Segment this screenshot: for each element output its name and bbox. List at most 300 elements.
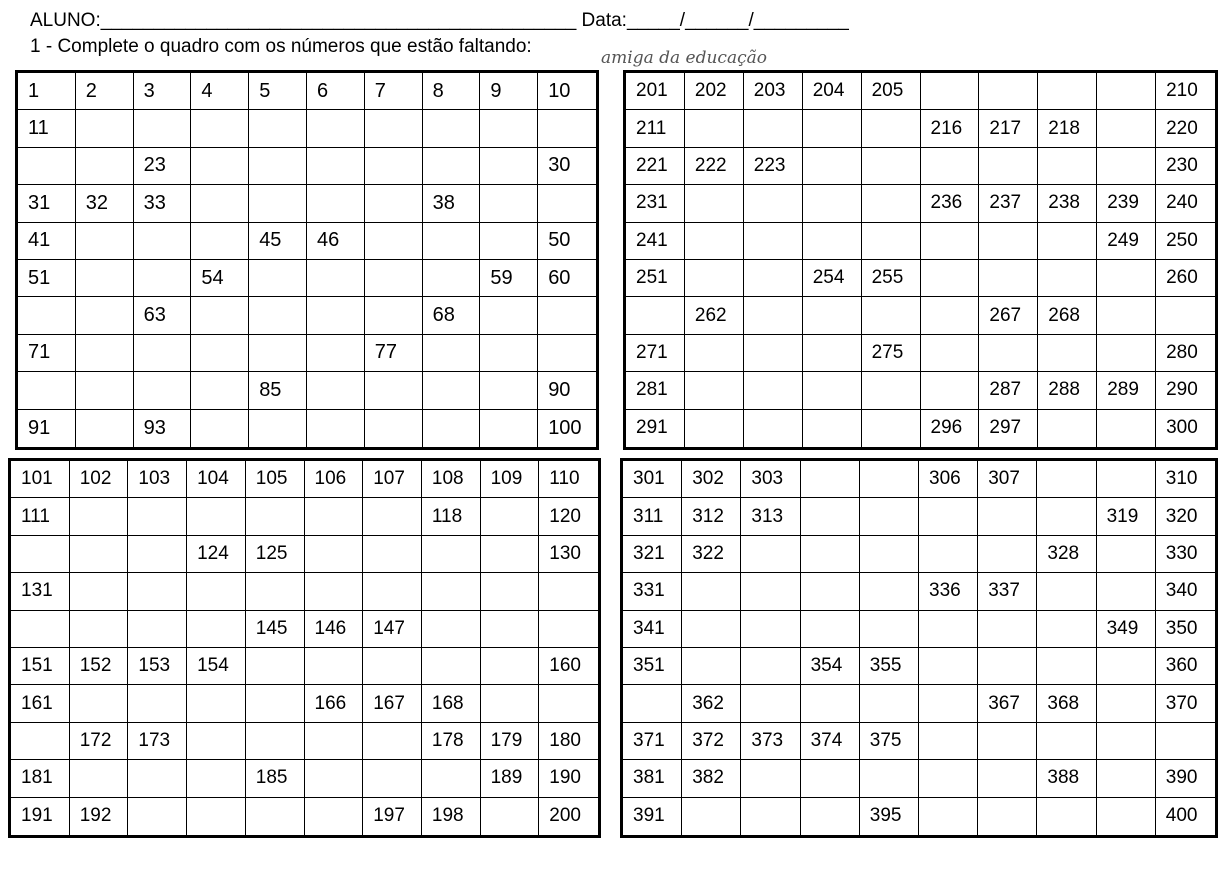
grid-cell-blank [860,498,919,535]
grid-cell-blank [803,148,862,185]
grid-cell-blank [979,260,1038,297]
grid-cell-blank [423,335,481,372]
grid-cell-blank [1037,648,1096,685]
grid-cell: 167 [363,685,422,722]
grid-cell: 90 [538,372,596,409]
grid-cell-blank [422,648,481,685]
grid-cell: 5 [249,73,307,110]
grid-cell-blank [801,461,860,498]
grid-cell-blank [1097,760,1156,797]
grid-cell-blank [685,223,744,260]
grid-cell-blank [1037,498,1096,535]
grid-cell: 251 [626,260,685,297]
grid-cell-blank [187,760,246,797]
grid-cell-blank [801,685,860,722]
grid-cell-blank [480,148,538,185]
grid-cell: 168 [422,685,481,722]
grid-cell-blank [682,798,741,835]
grid-cell: 289 [1097,372,1156,409]
grid-cell: 211 [626,110,685,147]
grid-cell-blank [741,648,800,685]
grid-cell: 181 [11,760,70,797]
grid-cell: 290 [1156,372,1215,409]
grid-cell-blank [307,297,365,334]
grid-cell-blank [365,260,423,297]
grid-cell-blank [1097,685,1156,722]
grid-cell-blank [191,410,249,447]
grid-cell-blank [978,536,1037,573]
grid-cell: 249 [1097,223,1156,260]
grid-cell-blank [249,297,307,334]
grid-cell-blank [978,498,1037,535]
grid-cell: 185 [246,760,305,797]
grid-cell-blank [1038,335,1097,372]
grid-cell: 390 [1156,760,1215,797]
grid-cell-blank [744,110,803,147]
grid-cell: 312 [682,498,741,535]
grid-cell: 100 [548,416,582,439]
grid-cell-blank [979,223,1038,260]
grid-cell: 23 [134,148,192,185]
grid-cell-blank [423,410,481,447]
grid-cell-blank [741,536,800,573]
grid-cell-blank [862,297,921,334]
grid-cell-blank [187,723,246,760]
grid-cell: 192 [70,798,129,835]
grid-cell-blank [305,723,364,760]
grid-cell-blank [363,648,422,685]
grid-cell-blank [919,648,978,685]
grid-cell-blank [685,260,744,297]
header-line [30,10,849,32]
grid-cell: 237 [979,185,1038,222]
grid-cell: 230 [1156,148,1215,185]
grid-cell-blank [423,110,481,147]
grid-cell-blank [191,148,249,185]
grid-cell: 125 [246,536,305,573]
grid-cell: 152 [70,648,129,685]
grid-cell-blank [685,410,744,447]
grid-cell: 9 [480,73,538,110]
grid-cell: 302 [682,461,741,498]
grid-cell-blank [538,297,596,334]
grid-cell-blank [128,536,187,573]
grid-cell: 147 [363,611,422,648]
grid-cell-blank [128,685,187,722]
grid-cell-blank [307,185,365,222]
grid-cell-blank [1097,798,1156,835]
grid-cell: 108 [422,461,481,498]
grid-cell: 367 [978,685,1037,722]
grid-cell-blank [860,760,919,797]
grid-cell: 145 [246,611,305,648]
grid-cell: 45 [249,223,307,260]
grid-cell: 307 [978,461,1037,498]
grid-cell: 310 [1156,461,1215,498]
grid-cell: 8 [423,73,481,110]
grid-cell-blank [134,260,192,297]
grid-cell-blank [76,223,134,260]
grid-cell-blank [682,611,741,648]
grid-cell-blank [480,110,538,147]
grid-cell: 46 [307,223,365,260]
grid-cell-blank [803,110,862,147]
grid-cell: 221 [626,148,685,185]
grid-cell-blank [539,611,598,648]
grid-cell: 200 [549,805,581,827]
grid-cell-blank [249,148,307,185]
grid-cell-blank [979,73,1038,110]
grid-cell-blank [134,110,192,147]
grid-cell: 180 [539,723,598,760]
grid-cell-blank [191,372,249,409]
grid-cell-blank [187,611,246,648]
grid-cell-blank [246,685,305,722]
grid-cell-blank [480,410,538,447]
number-grid-201-300 [623,70,1218,450]
grid-cell-blank [803,185,862,222]
grid-cell: 291 [626,410,685,447]
grid-cell: 101 [11,461,70,498]
grid-cell-blank [919,760,978,797]
grid-cell: 63 [134,297,192,334]
grid-cell: 210 [1156,73,1215,110]
grid-cell-blank [1097,297,1156,334]
grid-cell-blank [979,148,1038,185]
grid-cell-blank [539,685,598,722]
number-grid-301-400 [620,458,1218,838]
grid-cell-blank [626,297,685,334]
grid-cell-blank [860,573,919,610]
grid-cell: 222 [685,148,744,185]
grid-cell: 388 [1037,760,1096,797]
grid-cell-blank [128,611,187,648]
grid-cell: 340 [1156,573,1215,610]
student-label: ALUNO: [30,10,101,31]
grid-cell-blank [744,410,803,447]
grid-cell: 198 [422,798,481,835]
grid-cell-blank [249,260,307,297]
grid-cell: 91 [18,410,76,447]
grid-cell: 368 [1037,685,1096,722]
grid-cell-blank [365,297,423,334]
grid-cell: 271 [626,335,685,372]
number-grid-101-200 [8,458,601,838]
grid-cell-blank [1037,461,1096,498]
grid-cell: 296 [921,410,980,447]
grid-cell-blank [860,461,919,498]
grid-cell: 106 [305,461,364,498]
grid-cell-blank [538,110,596,147]
grid-cell-blank [187,798,246,835]
grid-cell-blank [862,410,921,447]
grid-cell-blank [862,148,921,185]
grid-cell-blank [480,223,538,260]
grid-cell-blank [307,372,365,409]
grid-cell: 381 [623,760,682,797]
grid-cell-blank [76,110,134,147]
grid-cell-blank [305,573,364,610]
grid-cell-blank [921,148,980,185]
grid-cell-blank [744,185,803,222]
grid-cell: 320 [1156,498,1215,535]
grid-cell-blank [191,185,249,222]
grid-cell-blank [801,498,860,535]
grid-cell: 146 [305,611,364,648]
grid-cell-blank [11,536,70,573]
grid-cell-blank [305,648,364,685]
grid-cell-blank [803,335,862,372]
grid-cell: 231 [626,185,685,222]
grid-cell-blank [803,297,862,334]
grid-cell-blank [862,185,921,222]
grid-cell-blank [191,297,249,334]
grid-cell-blank [423,372,481,409]
grid-cell: 160 [539,648,598,685]
grid-cell-blank [191,335,249,372]
grid-cell: 303 [741,461,800,498]
grid-cell-blank [365,185,423,222]
grid-cell-blank [70,498,129,535]
grid-cell-blank [1097,723,1156,760]
grid-cell: 71 [18,335,76,372]
grid-cell: 341 [623,611,682,648]
grid-cell-blank [1097,148,1156,185]
grid-cell-blank [249,335,307,372]
grid-cell: 77 [365,335,423,372]
grid-cell-blank [481,685,540,722]
grid-cell-blank [18,297,76,334]
grid-cell: 50 [538,223,596,260]
grid-cell: 239 [1097,185,1156,222]
grid-cell: 336 [919,573,978,610]
grid-cell-blank [249,110,307,147]
grid-cell: 93 [134,410,192,447]
grid-cell-blank [919,536,978,573]
grid-cell-blank [76,148,134,185]
grid-cell: 31 [18,185,76,222]
grid-cell-blank [1097,573,1156,610]
grid-cell-blank [978,611,1037,648]
grid-cell: 201 [626,73,685,110]
grid-cell: 260 [1156,260,1215,297]
grid-cell-blank [1097,410,1156,447]
grid-cell: 313 [741,498,800,535]
grid-cell-blank [919,611,978,648]
grid-cell-blank [860,536,919,573]
grid-cell-blank [134,223,192,260]
grid-cell: 68 [423,297,481,334]
grid-cell: 3 [134,73,192,110]
grid-cell-blank [860,611,919,648]
grid-cell-blank [1037,723,1096,760]
grid-cell-blank [76,335,134,372]
grid-cell: 118 [422,498,481,535]
grid-cell-blank [481,573,540,610]
grid-cell-blank [363,573,422,610]
grid-cell: 130 [539,536,598,573]
grid-cell: 7 [365,73,423,110]
grid-cell-blank [1097,648,1156,685]
grid-cell-blank [363,723,422,760]
grid-cell: 349 [1097,611,1156,648]
grid-cell-blank [187,573,246,610]
grid-cell-blank [744,260,803,297]
grid-cell: 223 [744,148,803,185]
grid-cell-blank [423,223,481,260]
grid-cell: 300 [1166,417,1198,439]
grid-cell: 6 [307,73,365,110]
grid-cell: 161 [11,685,70,722]
student-name-blank: _____________________________________________ [100,10,577,31]
grid-cell: 373 [741,723,800,760]
grid-cell: 395 [860,798,919,835]
grid-cell: 288 [1038,372,1097,409]
grid-cell-blank [307,335,365,372]
grid-cell-blank [11,723,70,760]
grid-cell-blank [862,110,921,147]
instruction: 1 - Complete o quadro com os números que estão faltando: [30,36,532,57]
grid-cell-blank [1038,223,1097,260]
grid-cell: 322 [682,536,741,573]
grid-cell: 197 [363,798,422,835]
grid-cell: 85 [249,372,307,409]
grid-cell: 262 [685,297,744,334]
grid-cell-blank [481,498,540,535]
grid-cell-blank [422,536,481,573]
grid-cell: 109 [481,461,540,498]
grid-cell: 205 [862,73,921,110]
grid-cell-blank [921,372,980,409]
grid-cell-blank [363,760,422,797]
grid-cell: 311 [623,498,682,535]
grid-cell-blank [685,372,744,409]
grid-cell-blank [70,611,129,648]
grid-cell: 354 [801,648,860,685]
grid-cell-blank [422,573,481,610]
grid-cell-blank [623,685,682,722]
grid-cell: 218 [1038,110,1097,147]
grid-cell: 241 [626,223,685,260]
grid-cell: 111 [11,498,70,535]
grid-cell-blank [919,723,978,760]
grid-cell-blank [307,148,365,185]
grid-cell: 4 [191,73,249,110]
grid-cell-blank [480,372,538,409]
grid-cell: 203 [744,73,803,110]
grid-cell: 372 [682,723,741,760]
grid-cell: 2 [76,73,134,110]
grid-cell: 59 [480,260,538,297]
grid-cell-blank [921,223,980,260]
grid-cell-blank [480,185,538,222]
grid-cell-blank [134,372,192,409]
grid-cell-blank [246,573,305,610]
grid-cell: 255 [862,260,921,297]
grid-cell-blank [134,335,192,372]
grid-cell: 297 [979,410,1038,447]
grid-cell-blank [481,648,540,685]
grid-cell-blank [741,573,800,610]
grid-cell: 236 [921,185,980,222]
grid-cell-blank [365,148,423,185]
grid-cell-blank [305,536,364,573]
grid-cell: 370 [1156,685,1215,722]
grid-cell-blank [803,372,862,409]
grid-cell: 172 [70,723,129,760]
grid-cell-blank [1038,148,1097,185]
watermark: amiga da educação [601,48,767,68]
grid-cell: 51 [18,260,76,297]
grid-cell: 280 [1156,335,1215,372]
grid-cell: 371 [623,723,682,760]
grid-cell: 11 [18,110,76,147]
grid-cell-blank [76,297,134,334]
grid-cell-blank [862,223,921,260]
grid-cell-blank [539,573,598,610]
grid-cell-blank [862,372,921,409]
grid-cell-blank [191,223,249,260]
grid-cell: 319 [1097,498,1156,535]
grid-cell: 281 [626,372,685,409]
grid-cell: 321 [623,536,682,573]
grid-cell-blank [1097,110,1156,147]
grid-cell-blank [481,611,540,648]
grid-cell: 204 [803,73,862,110]
grid-cell-blank [921,73,980,110]
grid-cell-blank [741,760,800,797]
grid-cell-blank [801,760,860,797]
grid-cell-blank [307,410,365,447]
date-blank: _____/______/_________ [626,10,849,31]
grid-cell-blank [423,260,481,297]
grid-cell: 362 [682,685,741,722]
grid-cell: 306 [919,461,978,498]
grid-cell-blank [921,260,980,297]
grid-cell-blank [246,498,305,535]
grid-cell: 202 [685,73,744,110]
grid-cell: 360 [1156,648,1215,685]
grid-cell-blank [685,335,744,372]
grid-cell-blank [741,611,800,648]
grid-cell-blank [128,760,187,797]
date-label: Data: [581,10,627,31]
grid-cell-blank [1156,723,1215,760]
grid-cell-blank [919,685,978,722]
grid-cell-blank [1037,611,1096,648]
grid-cell: 328 [1037,536,1096,573]
grid-cell: 191 [11,798,70,835]
grid-cell-blank [363,498,422,535]
grid-cell-blank [365,410,423,447]
grid-cell-blank [978,723,1037,760]
grid-cell-blank [921,335,980,372]
grid-cell: 179 [481,723,540,760]
grid-cell-blank [1097,260,1156,297]
grid-cell: 238 [1038,185,1097,222]
grid-cell-blank [481,536,540,573]
grid-cell: 351 [623,648,682,685]
grid-cell: 38 [423,185,481,222]
grid-cell-blank [11,611,70,648]
grid-cell-blank [921,297,980,334]
grid-cell-blank [744,372,803,409]
grid-cell-blank [76,260,134,297]
grid-cell: 153 [128,648,187,685]
grid-cell-blank [246,798,305,835]
grid-cell-blank [860,685,919,722]
grid-cell: 103 [128,461,187,498]
